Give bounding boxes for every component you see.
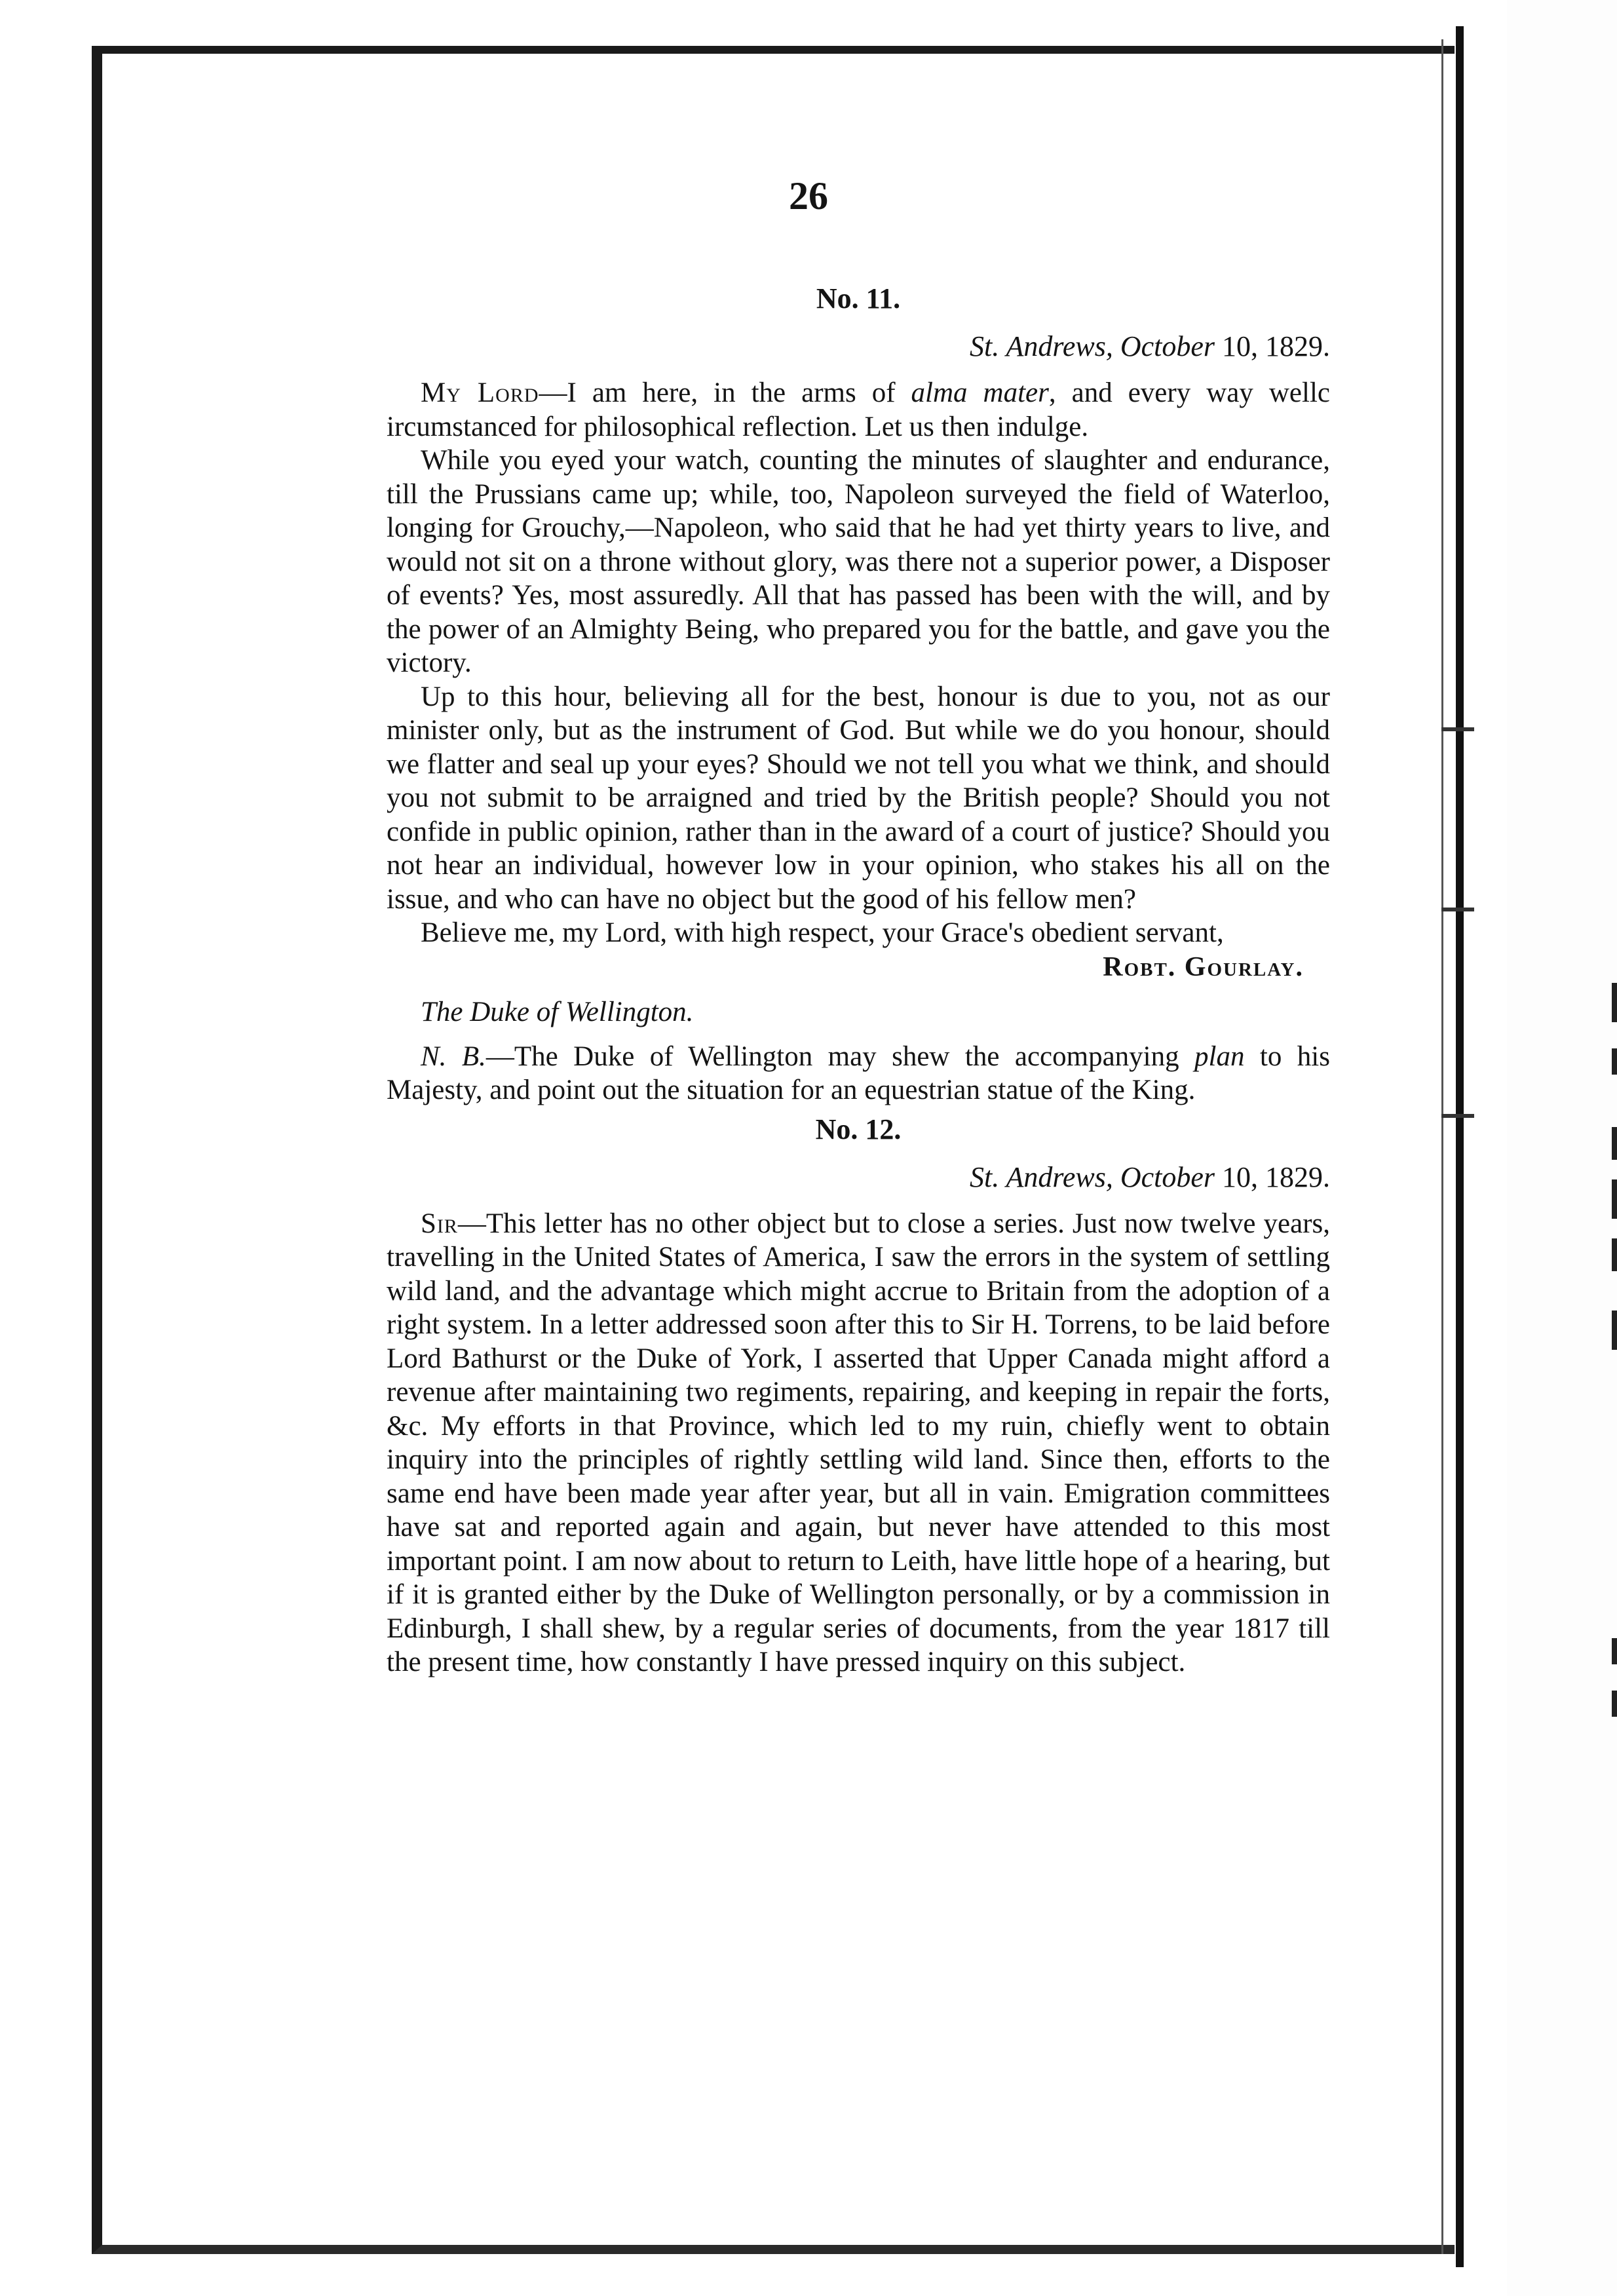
binding-stitch — [1441, 727, 1474, 731]
edge-mark — [1612, 983, 1617, 1022]
page-number: 26 — [789, 174, 828, 218]
paragraph — [387, 1207, 1330, 1679]
dateline-place: St. Andrews, October — [970, 330, 1215, 362]
signature: Robt. Gourlay. — [1103, 951, 1304, 982]
binding-stitch — [1441, 1114, 1474, 1118]
letter-number: No. 11. — [816, 282, 901, 315]
dateline-place: St. Andrews, October — [970, 1160, 1215, 1193]
facing-page-edge — [1507, 0, 1617, 2296]
edge-mark — [1612, 1048, 1617, 1075]
dateline-date: 10, 1829. — [1215, 1160, 1330, 1193]
salutation: My Lord — [421, 377, 539, 408]
letter-number: No. 12. — [815, 1113, 902, 1145]
edge-mark — [1612, 1179, 1617, 1219]
paragraph: While you eyed your watch, counting the minutes of slaughter and endurance, till the Prussians came up; while, too, Napoleon surveyed the field of Waterloo, longing for Grouchy,—Napoleon, who said that he had yet thirty years to live, and would not sit on a throne without glory, was there not a superior power, a Disposer of events? Yes, most assuredly. All that has passed has been with the will, and by the power of an Almighty Being, who prepared you for the battle, and gave you the victory. — [387, 445, 1330, 678]
addressee: The Duke of Wellington. — [421, 996, 694, 1027]
gutter-shadow — [1441, 39, 1443, 2254]
edge-mark — [1612, 1638, 1617, 1664]
postscript — [387, 1040, 1330, 1107]
dateline-date: 10, 1829. — [1215, 330, 1330, 362]
edge-mark — [1612, 1691, 1617, 1717]
edge-mark — [1612, 1238, 1617, 1271]
salutation: Sir — [421, 1208, 458, 1239]
paragraph: Believe me, my Lord, with high respect, your Grace's obedient servant, — [421, 917, 1224, 948]
paragraph-text: —This letter has no other object but to close a series. Just now twelve years, travelling in the United States of America, I saw the errors in the system of settling wild land, and the advantage which might accrue to Britain from the adoption of a right system. In a letter addressed soon after this to Sir H. Torrens, to be laid before Lord Bathurst or the Duke of York, I asserted that Upper Canada might afford a revenue after maintaining two regiments, repairing, and keeping in repair the forts, &c. My efforts in that Province, which led to my ruin, chiefly went to obtain inquiry into the principles of rightly settling wild land. Since then, efforts to the same end have been made year after year, but all in vain. Emigration committees have sat and reported again and again, but never have attended to this most important point. I am now about to return to Leith, have little hope of a hearing, but if it is granted either by the Duke of Wellington personally, or by a commission in Edinburgh, I shall shew, by a regular series of documents, from the year 1817 till the present time, how constantly I have pressed inquiry on this subject. — [387, 1208, 1330, 1677]
paragraph-text: to his Majesty, and point out the situation for an equestrian statue of the King. — [387, 1041, 1330, 1105]
letter-12 — [387, 1113, 1330, 1679]
edge-mark — [1612, 1311, 1617, 1350]
binding-stitch — [1441, 908, 1474, 911]
edge-mark — [1612, 1127, 1617, 1160]
letter-11 — [387, 282, 1330, 1107]
paragraph: Up to this hour, believing all for the best, honour is due to you, not as our minister only, but as the instrument of God. But while we do you honour, should we flatter and seal up your eyes? Should we not tell you what we think, and should you not submit to be arraigned and tried by the British people? Should you not confide in public opinion, rather than in the award of a court of justice? Should you not hear an individual, however low in your opinion, who stakes his all on the issue, and who can have no object but the good of his fellow men? — [387, 681, 1330, 915]
italic-phrase: alma mater — [911, 377, 1049, 408]
book-gutter-line — [1456, 26, 1464, 2267]
dateline — [387, 330, 1330, 363]
paragraph-text: , and every way wellc ircumstanced for philosophical reflection. Let us then indulge. — [387, 377, 1330, 442]
postscript-label: N. B. — [421, 1041, 486, 1072]
paragraph-text: —The Duke of Wellington may shew the accompanying — [485, 1041, 1195, 1072]
italic-phrase: plan — [1194, 1041, 1245, 1072]
text-column — [387, 282, 1330, 1679]
dateline — [387, 1160, 1330, 1194]
paragraph — [387, 376, 1330, 444]
paragraph-text: —I am here, in the arms of — [539, 377, 911, 408]
